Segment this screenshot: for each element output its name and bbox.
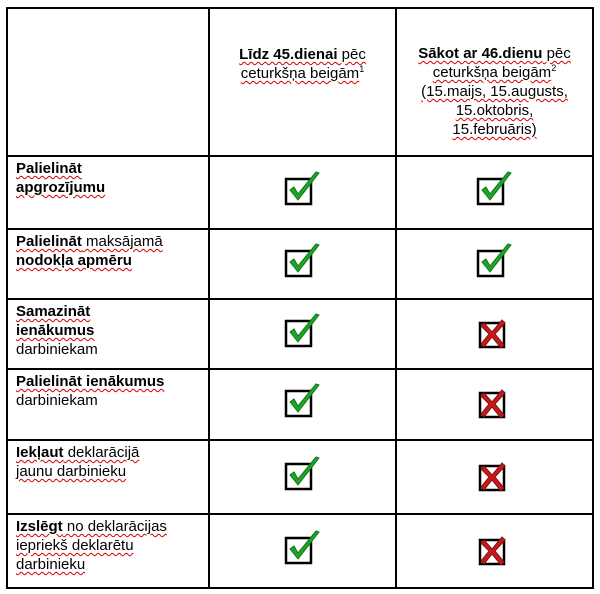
header-col-2 (396, 8, 593, 156)
row-col-2-cell (396, 369, 593, 440)
cross-icon (475, 529, 515, 569)
header-col-2-line2: ceturkšņa beigām (432, 64, 552, 81)
row-label-bold: Palielināt ienākumus (16, 373, 165, 390)
header-col-1-footnote: 1 (359, 64, 365, 74)
row-label-text: iepriekš deklarētu (16, 537, 134, 554)
row-label-bold: Izslēgt (16, 518, 63, 535)
header-row (7, 8, 593, 156)
cross-icon (475, 455, 515, 495)
header-col-2-line5: 15.februāris) (452, 121, 537, 138)
checkmark-icon (283, 529, 323, 569)
header-col-2-line4: 15.oktobris, (455, 102, 534, 119)
row-col-1-cell (209, 299, 396, 369)
comparison-table (6, 7, 594, 589)
row-label (7, 229, 209, 299)
cross-icon (475, 382, 515, 422)
row-label-text: maksājamā (81, 233, 163, 250)
row-label-bold: apgrozījumu (16, 179, 106, 196)
row-col-1-cell (209, 156, 396, 229)
row-label-text: no deklarācijas (62, 518, 167, 535)
table-row (7, 156, 593, 229)
checkmark-icon (283, 170, 323, 210)
table-row (7, 369, 593, 440)
row-label (7, 369, 209, 440)
header-col-2-bold: Sākot ar 46.dienu (418, 45, 543, 62)
checkmark-icon (475, 242, 515, 282)
header-col-1-rest: pēc (337, 46, 366, 63)
row-label (7, 156, 209, 229)
row-label-bold: nodokļa apmēru (16, 252, 132, 269)
row-label-bold: Palielināt (16, 160, 82, 177)
row-col-1-cell (209, 369, 396, 440)
row-label-text: deklarācijā (63, 444, 140, 461)
checkmark-icon (283, 242, 323, 282)
checkmark-icon (283, 455, 323, 495)
row-col-2-cell (396, 229, 593, 299)
checkmark-icon (283, 382, 323, 422)
row-label-bold: Palielināt (16, 233, 82, 250)
row-label-text: darbiniekam (16, 341, 98, 358)
header-col-2-line3: (15.maijs, 15.augusts, (421, 83, 568, 100)
checkmark-icon (475, 170, 515, 210)
checkmark-icon (283, 312, 323, 352)
header-col-2-footnote: 2 (551, 63, 557, 73)
row-col-1-cell (209, 440, 396, 514)
table-row (7, 440, 593, 514)
header-col-2-rest: pēc (542, 45, 571, 62)
row-label-text: jaunu darbinieku (16, 463, 127, 480)
row-col-2-cell (396, 299, 593, 369)
row-col-2-cell (396, 156, 593, 229)
table-row (7, 229, 593, 299)
row-label-text: darbiniekam (16, 392, 98, 409)
header-empty-cell (7, 8, 209, 156)
header-col-1-line2: ceturkšņa beigām (240, 65, 360, 82)
row-label (7, 299, 209, 369)
cross-icon (475, 312, 515, 352)
row-label-bold: Iekļaut (16, 444, 64, 461)
row-label (7, 440, 209, 514)
row-label (7, 514, 209, 588)
row-col-2-cell (396, 514, 593, 588)
header-col-1-bold: Līdz 45.dienai (239, 46, 338, 63)
header-col-1 (209, 8, 396, 156)
row-col-1-cell (209, 229, 396, 299)
table-row (7, 514, 593, 588)
row-label-bold: Samazināt (16, 303, 91, 320)
row-col-1-cell (209, 514, 396, 588)
table-row (7, 299, 593, 369)
row-label-text: darbinieku (16, 556, 86, 573)
row-col-2-cell (396, 440, 593, 514)
row-label-bold: ienākumus (16, 322, 95, 339)
